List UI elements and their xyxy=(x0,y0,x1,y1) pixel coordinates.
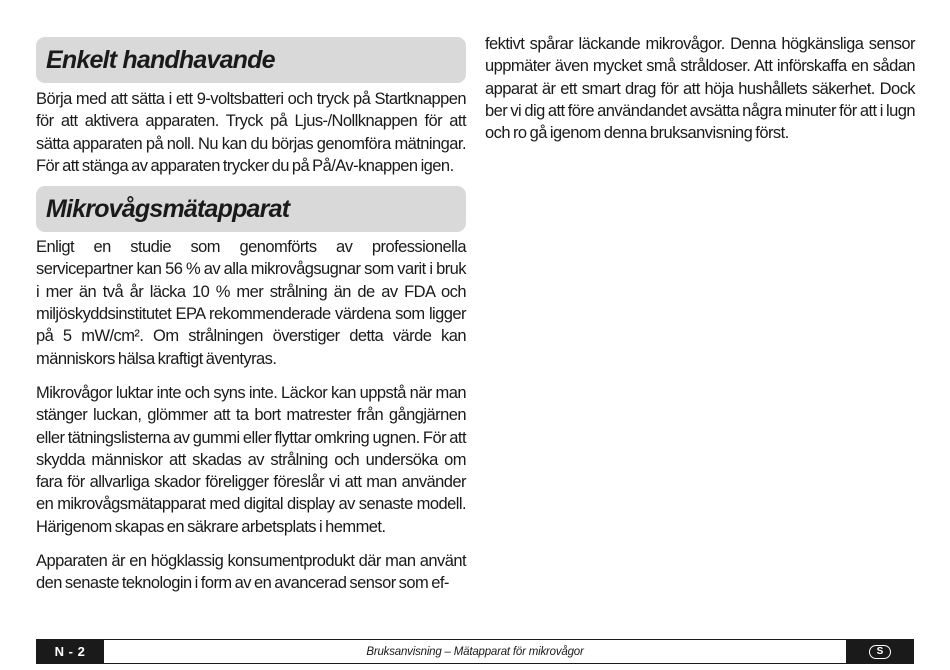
left-column xyxy=(36,37,466,595)
page-number: N - 2 xyxy=(36,640,104,663)
section-heading-usage: Enkelt handhavande xyxy=(46,45,275,74)
language-badge-container xyxy=(846,640,914,663)
paragraph-product: Apparaten är en högklassig konsumentprodukt där man använt den senaste teknologin i form av en avancerad sensor som ef- xyxy=(36,552,466,593)
footer-title: Bruksanvisning – Mätapparat för mikrovågor xyxy=(366,645,584,658)
right-column xyxy=(485,33,915,144)
section-heading-box-usage xyxy=(36,37,466,83)
page-footer xyxy=(36,639,914,664)
section-heading-box-microwave-meter xyxy=(36,186,466,232)
paragraph-leaks: Mikrovågor luktar inte och syns inte. Läckor kan uppstå när man stänger luckan, glömmer att ta bort matrester från gångjärnen eller tätningslisterna av gummi eller flyttar omkring ugnen. För att skydda människor att skadas av strålning och undersöka om fara för allvarliga skador föreligger föreslår vi att man använder en mikrovågsmätapparat med digital display av senaste modell. Härigenom skapas en säkrare arbetsplats i hemmet. xyxy=(36,383,466,536)
paragraph-study: Enligt en studie som genomförts av professionella servicepartner kan 56 % av alla mikrovågsugnar som varit i bruk i mer än två år läcka 10 % mer strålning än de av FDA och miljöskyddsinstitutet EPA rekommenderade värdena som ligger på 5 mW/cm². Om strålningen överstiger detta värde kan människors hälsa kraftigt äventyras. xyxy=(36,238,466,368)
language-badge: S xyxy=(869,645,891,659)
paragraph-sensor: fektivt spårar läckande mikrovågor. Denna högkänsliga sensor uppmäter även mycket små stråldoser. Att införskaffa en sådan apparat är ett smart drag för att höja hushållets säkerhet. Dock ber vi dig att före användandet avsätta några minuter för att i lugn och ro gå igenom denna bruksanvisning först. xyxy=(485,35,915,143)
paragraph-usage: Börja med att sätta i ett 9-voltsbatteri och tryck på Startknappen för att aktivera apparaten. Tryck på Ljus-/Nollknappen för att sätta apparaten på noll. Nu kan du börjas genomföra mätningar. För att stänga av apparaten trycker du på På/Av-knappen igen. xyxy=(36,90,466,175)
section-heading-microwave-meter: Mikrovågsmätapparat xyxy=(46,194,290,223)
